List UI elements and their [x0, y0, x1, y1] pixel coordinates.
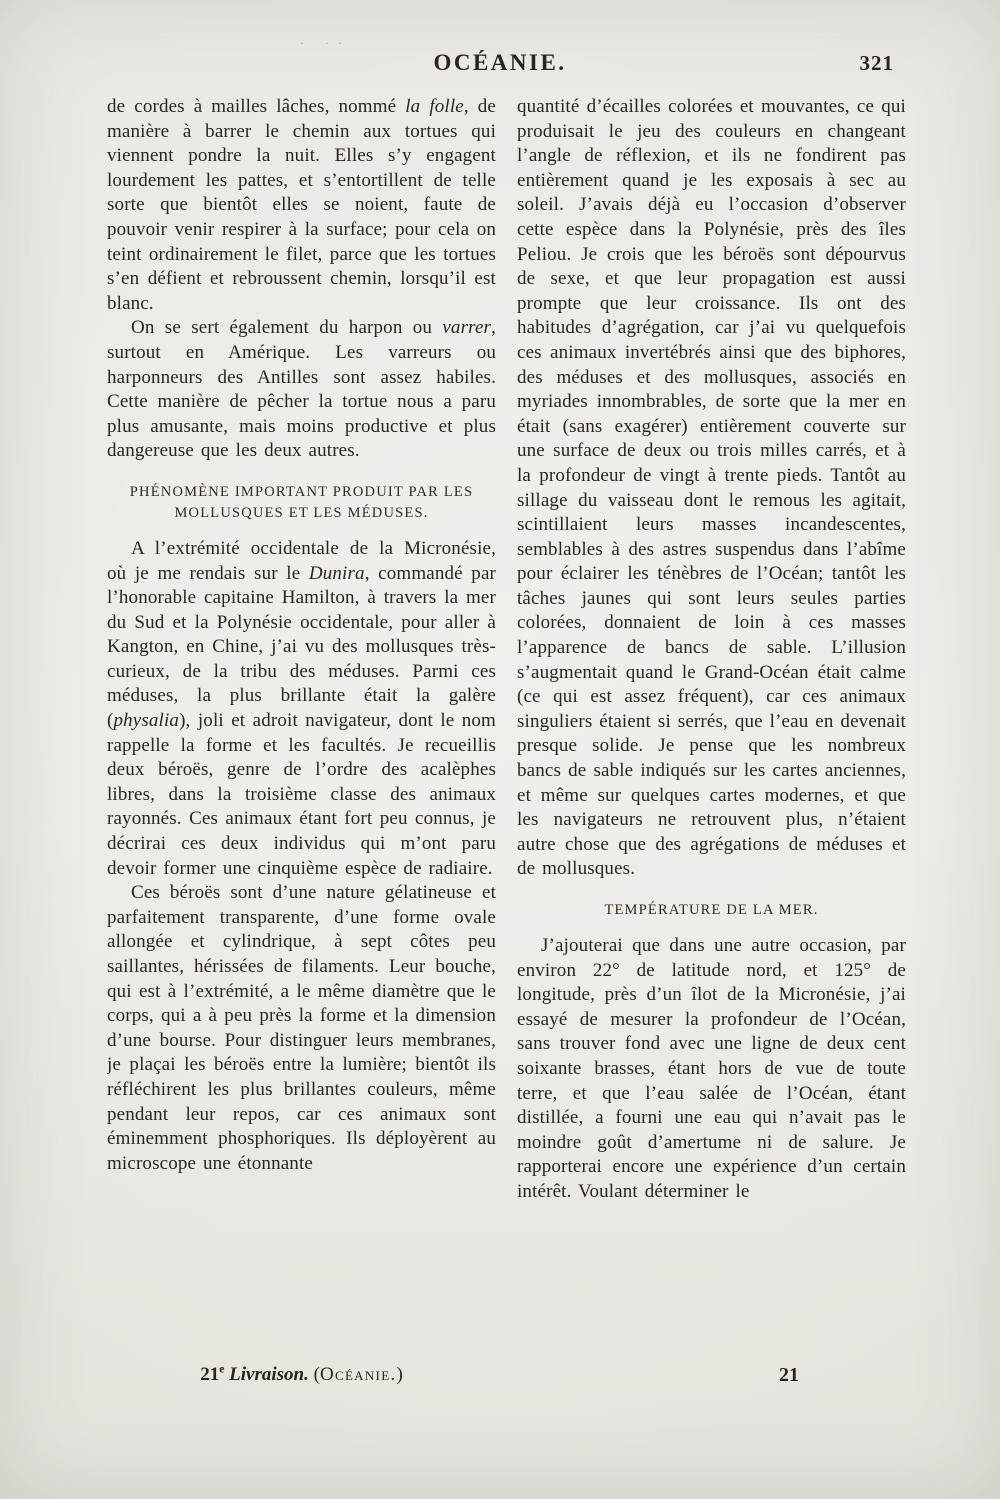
text-run: , commandé par l’honorable capitaine Hamilton, à travers la mer du Sud et la Polynésie occidentale, pour aller à Kangton, en Chine, j’ai vu des mollusques très-curieux, de la tribu des méduses. Parmi ces méduses, la plus brillante était la galère ( — [107, 562, 497, 732]
edition-note — [107, 1364, 496, 1386]
text-run: , surtout en Amérique. Les varreurs ou harponneurs des Antilles sont assez habiles. Cette manière de pêcher la tortue nous a paru plus amusante, mais moins productive et plus dangereuse que les deux autres. — [107, 317, 496, 462]
scan-specks: · ·· — [300, 36, 351, 50]
right-column — [517, 95, 906, 1363]
text-run: Livraison. — [229, 1364, 309, 1385]
text-run: Ces béroës sont d’une nature gélatineuse et parfaitement transparente, d’une forme ovale allongée et cylindrique, à sept côtes peu saillantes, hérissées de filaments. Leur bouche, qui est à l’extrémité, a le même diamètre que le corps, qui a à peu près la forme et la dimension d’une bourse. Pour distinguer leurs membranes, je plaçai les béroës entre la lumière; bientôt ils réfléchirent les plus brillantes couleurs, même pendant leur repos, car ces animaux sont éminemment phosphoriques. Ils déployèrent au microscope une étonnante — [107, 882, 496, 1174]
text-run: Océanie. — [319, 1364, 397, 1385]
text-run: A l’extrémité occidentale de la Micronésie, où je me rendais sur le — [107, 537, 496, 584]
text-columns — [107, 95, 906, 1363]
text-run: ), joli et adroit navigateur, dont le nom rappelle la forme et les facultés. Je recueillis deux béroës, genre de l’ordre des acalèphes libres, dans la troisième classe des animaux rayonnés. Ces animaux étant fort peu connus, je décrirai ces deux individus qui m’ont paru devoir former une cinquième espèce de radiaire. — [107, 710, 496, 879]
paragraph — [517, 934, 906, 1205]
text-run: , de manière à barrer le chemin aux tortues qui viennent pondre la nuit. Elles s’y engagent lourdement les pattes, et s’entortillent de telle sorte que bientôt elles se noient, faute de pouvoir venir respirer à la surface; pour cela on teint ordinairement le filet, parce que les tortues s’en défient et rebroussent chemin, lorsqu’il est blanc. — [107, 96, 496, 314]
paragraph — [107, 537, 496, 881]
text-run: J’ajouterai que dans une autre occasion, par environ 22° de latitude nord, et 125° de longitude, près d’un îlot de la Micronésie, j’ai essayé de mesurer la profondeur de l’Océan, sans trouver fond avec une ligne de deux cent soixante brasses, étant hors de vue de toute terre, et que l’eau salée de l’Océan, étant distillée, a fourni une eau qui n’avait pas le moindre goût d’amertume ni de salure. Je rapporterai encore une expérience d’un certain intérêt. Voulant déterminer le — [517, 935, 906, 1202]
page-footer — [107, 1364, 906, 1394]
paragraph — [107, 95, 496, 316]
text-run: 21 — [200, 1364, 220, 1385]
text-run: la folle — [405, 96, 464, 117]
page-number: 321 — [859, 51, 894, 75]
paragraph — [517, 95, 906, 882]
running-title: OCÉANIE. — [433, 50, 567, 75]
section-heading: PHÉNOMÈNE IMPORTANT PRODUIT PAR LES MOLLUSQUES ET LES MÉDUSES. — [129, 483, 474, 521]
text-run: varrer — [442, 317, 492, 339]
text-run: Dunira — [308, 562, 365, 584]
text-run: physalia — [113, 710, 180, 732]
text-run: On se sert également du harpon ou — [131, 317, 443, 339]
text-run: ( — [308, 1364, 320, 1385]
text-run: de cordes à mailles lâches, nommé — [107, 96, 406, 117]
left-column — [107, 95, 496, 1363]
paragraph — [107, 316, 496, 464]
paragraph — [107, 881, 496, 1176]
text-run: quantité d’écailles colorées et mouvantes, ce qui produisait le jeu des couleurs en changeant l’angle de réflexion, et ils ne fondirent pas entièrement quand je les exposais à sec au soleil. J’avais déjà eu l’occasion d’observer cette espèce dans la Polynésie, près des îles Peliou. Je crois que les béroës sont dépourvus de sexe, et que leur propagation est aussi prompte que leur croissance. Ils ont des habitudes d’agrégation, car j’ai vu quelquefois ces animaux invertébrés ainsi que des biphores, des méduses et des mollusques, associés en myriades innombrables, de sorte que la mer en était (sans exagérer) entièrement couverte sur une surface de deux ou trois milles carrés, et à la profondeur de vingt à trente pieds. Tantôt au sillage du vaisseau dont le remous les agitait, scintillaient leurs masses incandescentes, semblables à des astres suspendus dans l’abîme pour éclairer les ténèbres de l’Océan; tantôt les tâches jaunes qui sont leurs seules parties colorées, donnaient de loin à ces masses l’apparence de bancs de sable. L’illusion s’augmentait quand le Grand-Océan était calme (ce qui est assez fréquent), car ces animaux singuliers étaient si serrés, que l’eau en devenait presque solide. Je pense que les nombreux bancs de sable indiqués sur les cartes anciennes, et même sur quelques cartes modernes, et que les navigateurs ne retrouvent plus, n’étaient autre chose que des agrégations de méduses et de mollusques. — [517, 96, 906, 880]
text-run: e — [219, 1362, 225, 1376]
section-heading: TEMPÉRATURE DE LA MER. — [604, 902, 819, 918]
text-run: ) — [396, 1364, 403, 1385]
signature-number: 21 — [779, 1364, 799, 1386]
